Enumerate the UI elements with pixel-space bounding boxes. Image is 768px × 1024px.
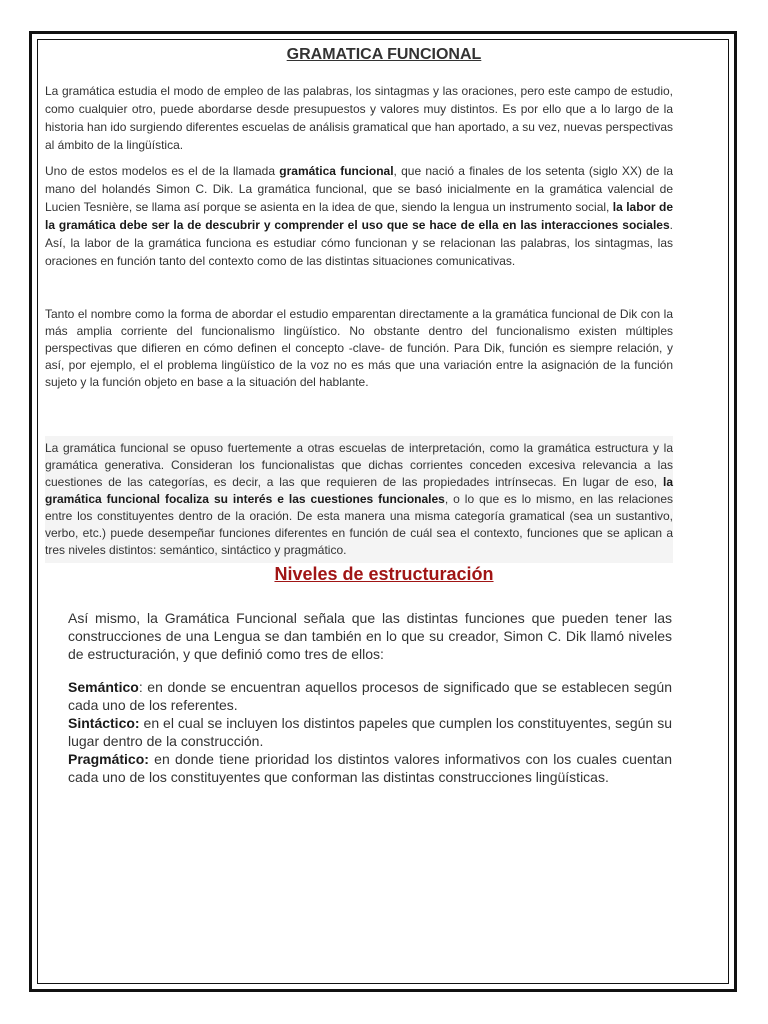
paragraph-intro: La gramática estudia el modo de empleo de las palabras, los sintagmas y las oraciones, pero este campo de estudio, como cualquier otro, puede abordarse desde presupuestos y valores muy distintos. Es por ello que a lo largo de la historia han ido surgiendo diferentes escuelas de análisis gramatical que han aportado, a su vez, nuevas perspectivas al ámbito de la lingüística. xyxy=(45,84,673,152)
nivel-term: Sintáctico: xyxy=(68,715,140,731)
nivel-text: en donde tiene prioridad los distintos valores informativos con los cuales cuentan cada uno de los constituyentes que conforman las distintas construcciones lingüísticas. xyxy=(68,751,672,785)
nivel-semantico xyxy=(68,678,672,714)
paragraph-dik-model xyxy=(45,162,673,270)
paragraph-text: , o lo que es lo mismo, en las relaciones entre los constituyentes dentro de la oración. De esta manera una misma categoría gramatical (sea un sustantivo, verbo, etc.) puede desempeñar funciones diferentes en función de cuál sea el contexto, funciones que se aplican a tres niveles distintos: semántico, sintáctico y pragmático. xyxy=(45,492,673,557)
nivel-term: Semántico xyxy=(68,679,139,695)
paragraph-text: . Así, la labor de la gramática funciona es estudiar cómo funcionan y se relacionan las palabras, los sintagmas, las oraciones en función tanto del contexto como de las distintas situaciones comunicativas. xyxy=(45,218,673,268)
section-title: Niveles de estructuración xyxy=(274,564,494,584)
paragraph-oposicion xyxy=(45,436,673,563)
paragraph-text: La gramática funcional se opuso fuertemente a otras escuelas de interpretación, como la gramática estructura y la gramática generativa. Consideran los funcionalistas que dichas corrientes conceden excesiva relevancia a las cuestiones de las categorías, es decir, a las que requieren de las propiedades intrínsecas. En lugar de eso, xyxy=(45,441,673,489)
nivel-term: Pragmático: xyxy=(68,751,149,767)
paragraph-text: Uno de estos modelos es el de la llamada xyxy=(45,164,280,178)
nivel-pragmatico xyxy=(68,750,672,786)
paragraph-text: , que nació a finales de los setenta (siglo XX) de la mano del holandés Simon C. Dik. La gramática funcional, que se basó inicialmente en la gramática valencial de Lucien Tesnière, se llama así porque se asienta en la idea de que, siendo la lengua un instrumento social, xyxy=(45,164,673,214)
document-title: GRAMATICA FUNCIONAL xyxy=(286,46,482,63)
bold-statement-focaliza: la gramática funcional focaliza su interés e las cuestiones funcionales xyxy=(45,475,673,506)
niveles-intro: Así mismo, la Gramática Funcional señala que las distintas funciones que pueden tener las construcciones de una Lengua se dan también en lo que su creador, Simon C. Dik llamó niveles de estructuración, y que definió como tres de ellos: xyxy=(68,610,672,662)
bold-term-gramatica-funcional: gramática funcional xyxy=(279,164,394,178)
bold-statement-labor: la labor de la gramática debe ser la de descubrir y comprender el uso que se hace de ella en las interacciones sociales xyxy=(45,200,673,232)
nivel-text: en el cual se incluyen los distintos papeles que cumplen los constituyentes, según su lugar dentro de la construcción. xyxy=(68,715,672,749)
nivel-sintactico xyxy=(68,714,672,750)
nivel-text: : en donde se encuentran aquellos procesos de significado que se establecen según cada uno de los referentes. xyxy=(68,679,672,713)
paragraph-funcionalismo: Tanto el nombre como la forma de abordar el estudio emparentan directamente a la gramática funcional de Dik con la más amplia corriente del funcionalismo lingüístico. No obstante dentro del funcionalismo existen múltiples perspectivas que difieren en cómo definen el concepto -clave- de función. Para Dik, función es siempre relación, y así, por ejemplo, el el problema lingüístico de la voz no es más que una variación entre la asignación de la función sujeto y la función objeto en base a la situación del hablante. xyxy=(45,307,673,389)
